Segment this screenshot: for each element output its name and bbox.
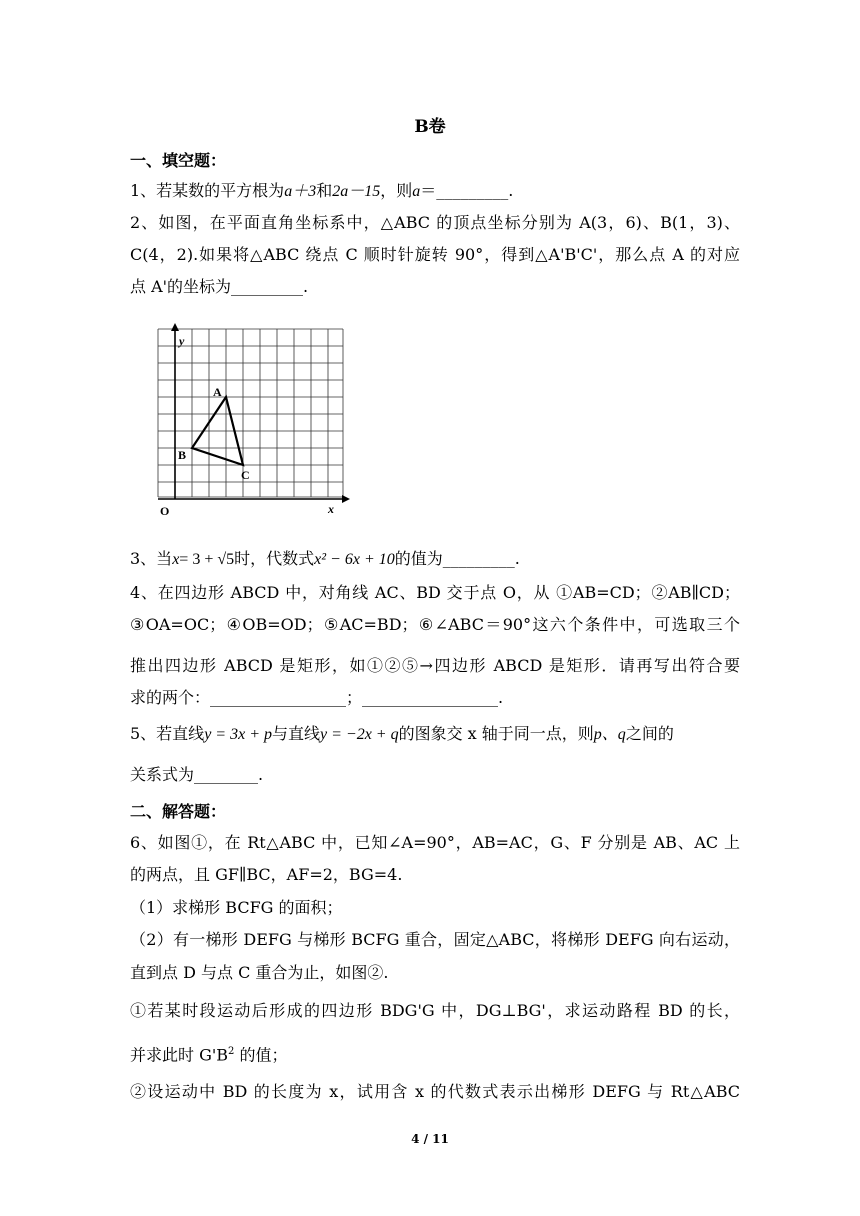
q1-var: a	[412, 183, 421, 200]
question-6-sub-2-line-1: ②设运动中 BD 的长度为 x，试用含 x 的代数式表示出梯形 DEFG 与 Rt△ABC	[130, 1082, 740, 1101]
section-solve: 二、解答题：	[130, 802, 227, 821]
question-2-line-1: 2、如图，在平面直角坐标系中，△ABC 的顶点坐标分别为 A(3，6)、B(1，3)、	[130, 213, 740, 232]
question-3	[130, 548, 740, 571]
question-6-part-1: （1）求梯形 BCFG 的面积；	[130, 898, 343, 917]
question-6-part-2-line-2: 直到点 D 与点 C 重合为止，如图②.	[130, 963, 389, 982]
point-b-label: B	[178, 448, 187, 462]
q1-prefix: 1、若某数的平方根为	[130, 181, 285, 200]
q3-prefix: 3、当	[130, 549, 173, 568]
question-6-part-2-line-1: （2）有一梯形 DEFG 与梯形 BCFG 重合，固定△ABC，将梯形 DEFG 向右运动，	[130, 930, 740, 949]
q5-suffix: 的图象交 x 轴于同一点，则	[398, 724, 594, 743]
q5-line-b: y = −2x + q	[320, 726, 399, 743]
q1-suffix: ，则	[380, 181, 413, 200]
q3-mid: 时，代数式	[234, 549, 315, 568]
question-6-line-1: 6、如图①，在 Rt△ABC 中，已知∠A=90°，AB=AC，G、F 分别是 AB、AC 上	[130, 833, 740, 852]
question-5-line-1	[130, 723, 740, 746]
point-c-label: C	[241, 468, 250, 482]
page-title: B卷	[414, 117, 446, 137]
q5-line-a: y = 3x + p	[204, 726, 272, 743]
question-6-sub-1-line-2	[130, 1041, 740, 1066]
q5-vars: p、q	[593, 726, 626, 743]
question-1	[130, 180, 740, 203]
y-axis-label: y	[179, 334, 185, 348]
point-a-label: A	[213, 385, 222, 399]
coordinate-grid-figure	[150, 323, 355, 523]
q1-expr2: 2a－15	[332, 183, 381, 200]
x-axis-arrow	[342, 495, 350, 503]
question-2-line-3: 点 A'的坐标为_________.	[130, 277, 309, 296]
page-number: 4 / 11	[411, 1132, 449, 1146]
section-fill-blank: 一、填空题：	[130, 151, 227, 170]
q3-cond-lhs: x	[172, 551, 180, 568]
question-4-line-4: 求的两个：_________________；_________________.	[130, 688, 504, 707]
question-5-line-2: 关系式为________.	[130, 765, 264, 784]
q6-line7-suffix: 的值；	[234, 1045, 288, 1065]
question-2-line-2: C(4，2).如果将△ABC 绕点 C 顺时针旋转 90°，得到△A'B'C'，那么点 A 的对应	[130, 245, 740, 264]
q6-line7-superscript: 2	[228, 1046, 235, 1057]
q3-expr: x² − 6x + 10	[314, 551, 395, 568]
q3-cond-rhs: = 3 + √5	[179, 551, 235, 568]
q1-expr1: a＋3	[284, 183, 317, 200]
x-axis-label: x	[328, 502, 334, 516]
question-4-line-2: ③OA=OC；④OB=OD；⑤AC=BD；⑥∠ABC＝90°这六个条件中，可选取三个	[130, 615, 740, 634]
y-axis-arrow	[171, 323, 179, 331]
q5-end: 之间的	[625, 724, 674, 743]
q3-suffix: 的值为_________.	[394, 549, 520, 568]
question-6-line-2: 的两点，且 GF∥BC，AF=2，BG=4.	[130, 865, 403, 884]
q1-mid: 和	[316, 181, 333, 200]
grid-lines	[158, 329, 343, 497]
q1-end: ＝_________.	[420, 181, 514, 200]
q6-line7-prefix: 并求此时 G'B	[130, 1045, 229, 1065]
question-6-sub-1-line-1: ①若某时段运动后形成的四边形 BDG'G 中，DG⊥BG'，求运动路程 BD 的长，	[130, 1001, 740, 1020]
origin-label: O	[160, 504, 170, 518]
question-4-line-3: 推出四边形 ABCD 是矩形，如①②⑤→四边形 ABCD 是矩形．请再写出符合要	[130, 656, 740, 675]
q5-mid: 与直线	[271, 724, 320, 743]
q5-prefix: 5、若直线	[130, 724, 205, 743]
question-4-line-1: 4、在四边形 ABCD 中，对角线 AC、BD 交于点 O，从 ①AB=CD；②AB∥CD；	[130, 583, 740, 602]
